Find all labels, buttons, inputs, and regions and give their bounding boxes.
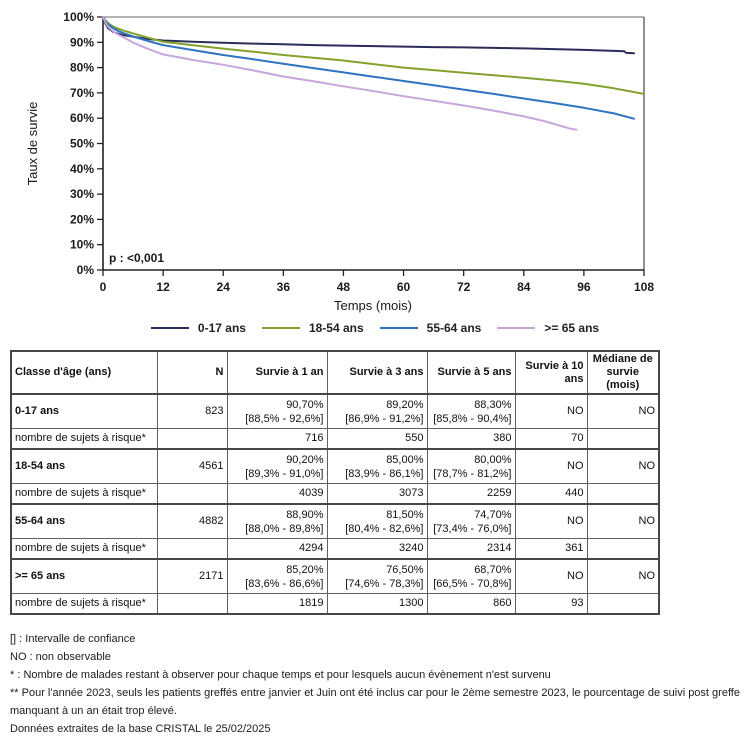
survival-10y-cell: NO bbox=[515, 394, 587, 429]
survival-cell bbox=[327, 394, 427, 429]
n-cell: 823 bbox=[157, 394, 227, 429]
table-header-cell: Survie à 5 ans bbox=[427, 351, 515, 394]
y-tick-label: 50% bbox=[69, 136, 94, 151]
confidence-interval: [74,6% - 78,3%] bbox=[345, 577, 424, 590]
survival-cell bbox=[427, 449, 515, 484]
confidence-interval: [83,6% - 86,6%] bbox=[245, 577, 324, 590]
confidence-interval: [85,8% - 90,4%] bbox=[433, 412, 512, 425]
survival-pct: 68,70% bbox=[474, 563, 512, 576]
age-class-cell: 18-54 ans bbox=[11, 449, 157, 484]
risk-count-cell: 4039 bbox=[227, 484, 327, 505]
age-class-cell: >= 65 ans bbox=[11, 559, 157, 594]
y-tick-label: 20% bbox=[69, 212, 94, 227]
legend-line-swatch bbox=[151, 327, 189, 330]
survival-cell bbox=[327, 504, 427, 539]
survival-cell bbox=[227, 559, 327, 594]
survival-chart bbox=[0, 0, 750, 338]
survival-pct: 85,00% bbox=[386, 453, 424, 466]
y-tick-label: 70% bbox=[69, 85, 94, 100]
confidence-interval: [78,7% - 81,2%] bbox=[433, 467, 512, 480]
y-tick-label: 0% bbox=[76, 263, 94, 277]
median-cell: NO bbox=[587, 394, 659, 429]
chart-legend bbox=[0, 318, 750, 338]
age-class-cell: 0-17 ans bbox=[11, 394, 157, 429]
survival-pct: 85,20% bbox=[286, 563, 324, 576]
x-tick-label: 48 bbox=[336, 280, 351, 294]
empty-cell bbox=[587, 429, 659, 450]
footnote-ci: [] : Intervalle de confiance bbox=[10, 633, 136, 645]
median-cell: NO bbox=[587, 449, 659, 484]
legend-item bbox=[380, 321, 482, 335]
y-axis-title: Taux de survie bbox=[25, 101, 40, 186]
x-tick-label: 24 bbox=[216, 280, 230, 294]
y-tick-label: 80% bbox=[69, 60, 94, 75]
table-header-cell: N bbox=[157, 351, 227, 394]
risk-label-cell: nombre de sujets à risque* bbox=[11, 539, 157, 560]
y-tick-label: 10% bbox=[69, 237, 94, 252]
survival-cell bbox=[227, 449, 327, 484]
risk-count-cell: 4294 bbox=[227, 539, 327, 560]
footnote-2023: ** Pour l'année 2023, seuls les patients greffés entre janvier et Juin ont été inclus car pour le 2ème semestre 2023, le pourcentage de suivi post greffe manquant à un an était trop élevé. bbox=[10, 687, 740, 717]
median-cell: NO bbox=[587, 504, 659, 539]
table-header-cell: Survie à 3 ans bbox=[327, 351, 427, 394]
x-tick-label: 72 bbox=[456, 280, 471, 294]
legend-line-swatch bbox=[497, 327, 535, 330]
empty-cell bbox=[157, 429, 227, 450]
survival-pct: 90,20% bbox=[286, 453, 324, 466]
risk-count-cell: 361 bbox=[515, 539, 587, 560]
legend-line-swatch bbox=[380, 327, 418, 330]
survival-pct: 88,90% bbox=[286, 508, 324, 521]
confidence-interval: [66,5% - 70,8%] bbox=[433, 577, 512, 590]
risk-count-cell: 860 bbox=[427, 594, 515, 615]
risk-label-cell: nombre de sujets à risque* bbox=[11, 594, 157, 615]
table-header-cell: Survie à 1 an bbox=[227, 351, 327, 394]
risk-count-cell: 2259 bbox=[427, 484, 515, 505]
empty-cell bbox=[587, 539, 659, 560]
survival-cell bbox=[327, 449, 427, 484]
survival-cell bbox=[427, 394, 515, 429]
survival-pct: 90,70% bbox=[286, 398, 324, 411]
risk-count-cell: 3073 bbox=[327, 484, 427, 505]
survival-pct: 74,70% bbox=[474, 508, 512, 521]
risk-row bbox=[11, 594, 659, 615]
x-tick-label: 60 bbox=[396, 280, 411, 294]
legend-item bbox=[497, 321, 599, 335]
table-header-cell: Classe d'âge (ans) bbox=[11, 351, 157, 394]
table-header-row bbox=[11, 351, 659, 394]
risk-count-cell: 550 bbox=[327, 429, 427, 450]
risk-row bbox=[11, 484, 659, 505]
risk-count-cell: 440 bbox=[515, 484, 587, 505]
x-tick-label: 0 bbox=[99, 280, 107, 294]
survival-10y-cell: NO bbox=[515, 504, 587, 539]
survival-table bbox=[10, 350, 660, 615]
age-group-row bbox=[11, 504, 659, 539]
legend-label: >= 65 ans bbox=[544, 321, 600, 335]
x-tick-label: 108 bbox=[633, 280, 655, 294]
y-tick-label: 40% bbox=[69, 161, 94, 176]
median-cell: NO bbox=[587, 559, 659, 594]
curve-18-54-ans bbox=[103, 17, 644, 94]
risk-row bbox=[11, 429, 659, 450]
confidence-interval: [73,4% - 76,0%] bbox=[433, 522, 512, 535]
risk-count-cell: 93 bbox=[515, 594, 587, 615]
empty-cell bbox=[157, 484, 227, 505]
empty-cell bbox=[587, 484, 659, 505]
survival-cell bbox=[327, 559, 427, 594]
survival-chart-canvas bbox=[0, 0, 750, 316]
curve--65-ans bbox=[103, 17, 576, 130]
survival-pct: 88,30% bbox=[474, 398, 512, 411]
table-header-cell: Médiane de survie (mois) bbox=[587, 351, 659, 394]
survival-cell bbox=[227, 504, 327, 539]
survival-pct: 89,20% bbox=[386, 398, 424, 411]
y-tick-label: 100% bbox=[63, 10, 94, 24]
age-group-row bbox=[11, 394, 659, 429]
legend-item bbox=[151, 321, 246, 335]
footnote-no: NO : non observable bbox=[10, 651, 111, 663]
age-group-row bbox=[11, 559, 659, 594]
survival-pct: 80,00% bbox=[474, 453, 512, 466]
survival-pct: 81,50% bbox=[386, 508, 424, 521]
empty-cell bbox=[587, 594, 659, 615]
legend-label: 55-64 ans bbox=[426, 321, 482, 335]
risk-count-cell: 380 bbox=[427, 429, 515, 450]
y-tick-label: 90% bbox=[69, 35, 94, 50]
risk-count-cell: 2314 bbox=[427, 539, 515, 560]
n-cell: 2171 bbox=[157, 559, 227, 594]
legend-label: 18-54 ans bbox=[308, 321, 364, 335]
x-tick-label: 96 bbox=[577, 280, 591, 294]
empty-cell bbox=[157, 539, 227, 560]
confidence-interval: [86,9% - 91,2%] bbox=[345, 412, 424, 425]
footnote-risk: * : Nombre de malades restant à observer pour chaque temps et pour lesquels aucun évènement n'est survenu bbox=[10, 669, 551, 681]
p-value-label: p : <0,001 bbox=[109, 251, 165, 265]
confidence-interval: [80,4% - 82,6%] bbox=[345, 522, 424, 535]
survival-pct: 76,50% bbox=[386, 563, 424, 576]
x-axis-title: Temps (mois) bbox=[333, 298, 413, 313]
table-body bbox=[11, 394, 659, 614]
survival-cell bbox=[427, 504, 515, 539]
x-tick-label: 12 bbox=[156, 280, 170, 294]
risk-count-cell: 716 bbox=[227, 429, 327, 450]
risk-row bbox=[11, 539, 659, 560]
confidence-interval: [88,5% - 92,6%] bbox=[245, 412, 324, 425]
legend-line-swatch bbox=[262, 327, 300, 330]
risk-count-cell: 3240 bbox=[327, 539, 427, 560]
table-header bbox=[11, 351, 659, 394]
n-cell: 4882 bbox=[157, 504, 227, 539]
risk-count-cell: 1819 bbox=[227, 594, 327, 615]
x-tick-label: 36 bbox=[276, 280, 291, 294]
risk-label-cell: nombre de sujets à risque* bbox=[11, 484, 157, 505]
curve-55-64-ans bbox=[103, 17, 634, 119]
legend-label: 0-17 ans bbox=[197, 321, 246, 335]
risk-count-cell: 1300 bbox=[327, 594, 427, 615]
table-header-cell: Survie à 10 ans bbox=[515, 351, 587, 394]
footnotes bbox=[10, 630, 750, 738]
confidence-interval: [88,0% - 89,8%] bbox=[245, 522, 324, 535]
y-tick-label: 60% bbox=[69, 111, 94, 126]
risk-count-cell: 70 bbox=[515, 429, 587, 450]
footnote-source: Données extraites de la base CRISTAL le 25/02/2025 bbox=[10, 723, 271, 735]
confidence-interval: [83,9% - 86,1%] bbox=[345, 467, 424, 480]
legend-item bbox=[262, 321, 364, 335]
empty-cell bbox=[157, 594, 227, 615]
survival-curves bbox=[103, 17, 644, 130]
survival-cell bbox=[227, 394, 327, 429]
risk-label-cell: nombre de sujets à risque* bbox=[11, 429, 157, 450]
confidence-interval: [89,3% - 91,0%] bbox=[245, 467, 324, 480]
n-cell: 4561 bbox=[157, 449, 227, 484]
y-tick-label: 30% bbox=[69, 187, 94, 202]
age-group-row bbox=[11, 449, 659, 484]
survival-10y-cell: NO bbox=[515, 449, 587, 484]
x-tick-label: 84 bbox=[517, 280, 531, 294]
survival-cell bbox=[427, 559, 515, 594]
age-class-cell: 55-64 ans bbox=[11, 504, 157, 539]
survival-10y-cell: NO bbox=[515, 559, 587, 594]
